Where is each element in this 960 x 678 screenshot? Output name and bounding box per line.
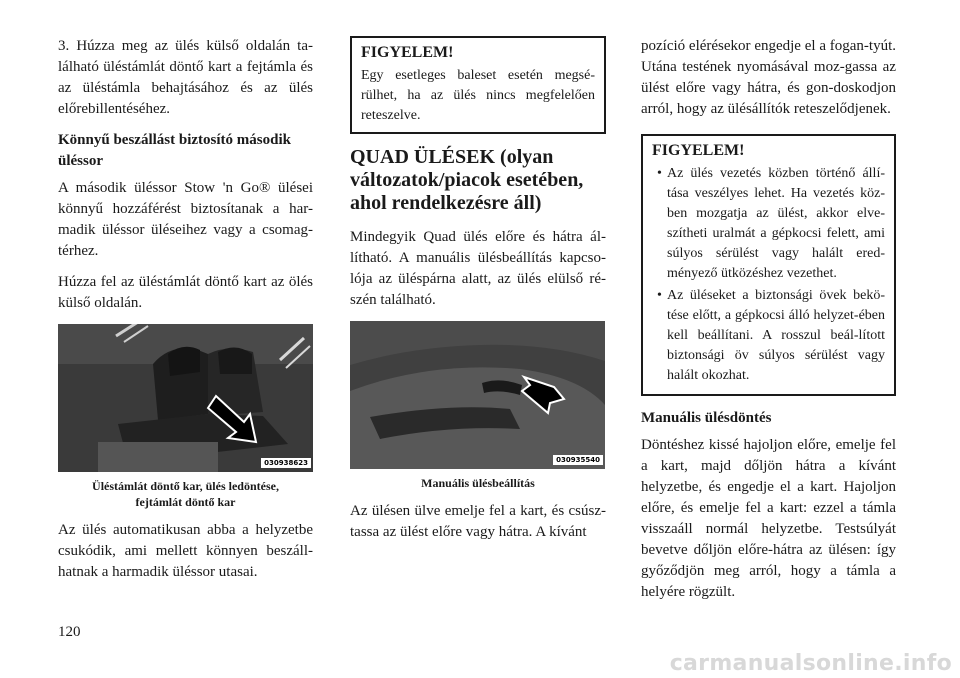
section-subheading: Könnyű beszállást biztosító második üléssor — [58, 132, 291, 169]
stow-n-go-text: A második üléssor Stow 'n Go® ülései könnyű hozzáférést biztosítanak a har-madik üléssor üléseihez vagy a csomag-térhez. — [58, 180, 313, 259]
photo-caption — [58, 478, 313, 510]
lever-instruction-text: Húzza fel az üléstámlát döntő kart az ölés külső oldalán. — [58, 274, 313, 311]
caption-line-1: Üléstámlát döntő kar, ülés ledöntése, — [92, 479, 279, 493]
section-subheading: Manuális ülésdöntés — [641, 410, 772, 426]
seat-adjust-illustration — [350, 321, 605, 469]
column-right — [641, 36, 896, 613]
section-heading: QUAD ÜLÉSEK (olyan változatok/piacok esetében, ahol rendelkezésre áll) — [350, 146, 584, 214]
auto-fold-text: Az ülés automatikusan abba a helyzetbe csukódik, ami mellett könnyen beszáll-hatnak a harmadik üléssor utasai. — [58, 522, 313, 580]
column-middle — [350, 36, 606, 553]
step-3-text: 3. Húzza meg az ülés külső oldalán ta-lálható üléstámlát döntő kart a fejtámla és az üléstámla behajtásához és az ülés előrebillentéséhez. — [58, 38, 313, 117]
photo-reference-code: 030935540 — [553, 455, 603, 465]
photo-reference-code: 030938623 — [261, 458, 311, 468]
column-left — [58, 36, 313, 593]
caption-line-2: fejtámlát döntő kar — [135, 495, 236, 509]
adjust-instruction-text: Az ülésen ülve emelje fel a kart, és csúsz-tassa az ülést előre vagy hátra. A kívánt — [350, 503, 606, 540]
warning-list — [652, 164, 885, 386]
warning-text: Egy esetleges baleset esetén megsé-rülhet, ha az ülés nincs megfelelően reteszelve. — [361, 68, 595, 123]
continuation-text: pozíció elérésekor engedje el a fogan-tyút. Utána testének nyomásával moz-gassa az ülést előre vagy hátra, és gon-doskodjon arról, hogy az ülésállítók reteszelődjenek. — [641, 38, 896, 117]
second-row-seat-photo — [58, 324, 313, 472]
seat-illustration — [58, 324, 313, 472]
recline-instruction-text: Döntéshez kissé hajoljon előre, emelje fel a kart, majd dőljön hátra a kívánt helyzetbe, és engedje el a kart. Hajoljon előre, és emelje fel a kart: ezzel a támla visszaáll normál helyzetbe. Testsúlyát bevetve dőljön előre-hátra az ülésen: így győződjön meg arról, hogy a támla a helyére rögzült. — [641, 437, 896, 600]
warning-title: FIGYELEM! — [652, 142, 745, 159]
quad-seat-text: Mindegyik Quad ülés előre és hátra ál-lítható. A manuális ülésbeállítás kapcso-lója az üléspárna alatt, az ülés elülső ré-szén található. — [350, 229, 606, 308]
photo-caption: Manuális ülésbeállítás — [421, 476, 535, 490]
warning-box — [641, 134, 896, 396]
manual-seat-adjust-photo — [350, 321, 605, 469]
warning-title: FIGYELEM! — [361, 44, 454, 61]
warning-box — [350, 36, 606, 134]
warning-item: • Az ülés vezetés közben történő állí-tása veszélyes lehet. Ha vezetés köz-ben mozgatja az ülést, akkor elve-szítheti uralmát a gépkocsi felett, ami súlyos sérülést vagy halált ered-ményező ütközéshez vezethet. — [652, 164, 885, 284]
warning-item: • Az üléseket a biztonsági övek bekö-tése előtt, a gépkocsi álló helyzet-ében kell beállítani. A rosszul beál-lított biztonsági öv súlyos sérülést vagy halált okozhat. — [652, 286, 885, 386]
watermark: carmanualsonline.info — [669, 651, 952, 676]
page-number: 120 — [58, 624, 81, 640]
